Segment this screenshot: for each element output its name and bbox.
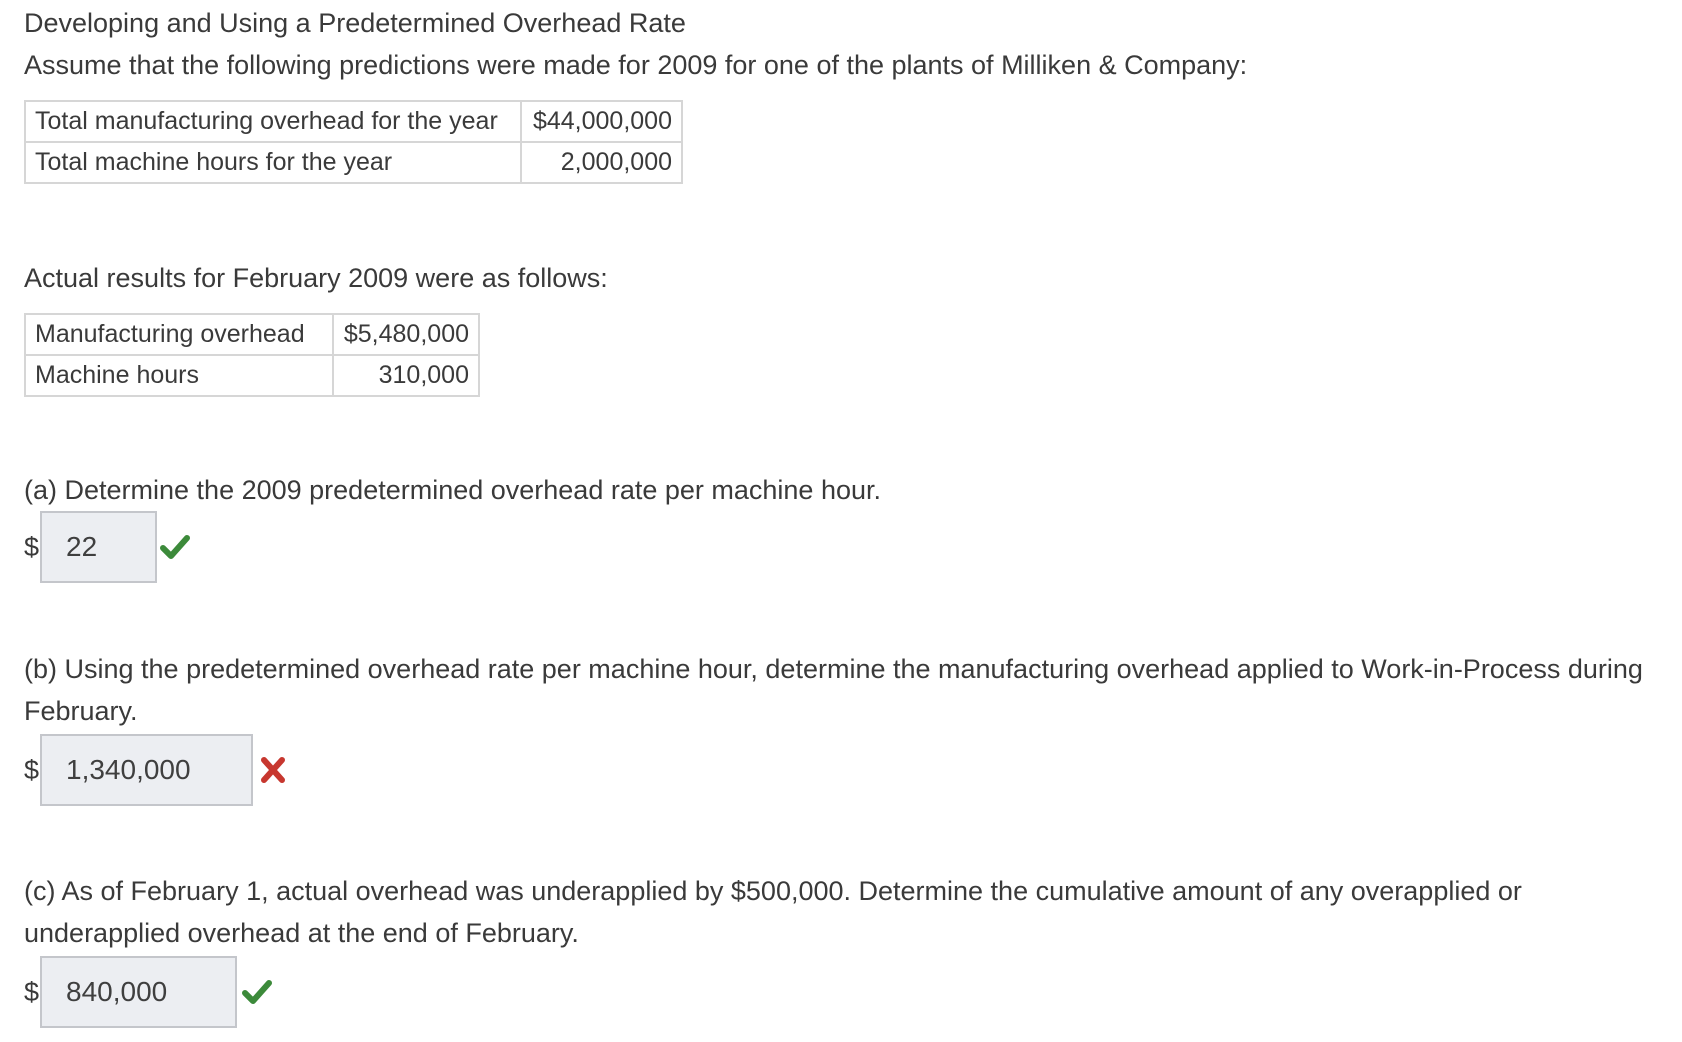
currency-symbol: $ xyxy=(24,755,40,785)
actual-results-table xyxy=(24,313,480,397)
table-cell-label: Total manufacturing overhead for the year xyxy=(25,101,521,142)
currency-symbol: $ xyxy=(24,977,40,1007)
problem-title: Developing and Using a Predetermined Overhead Rate xyxy=(24,8,686,38)
check-icon xyxy=(160,533,190,561)
table-cell-label: Manufacturing overhead xyxy=(25,314,333,355)
question-b-prompt: (b) Using the predetermined overhead rate per machine hour, determine the manufacturing overhead applied to Work-in-Process during February. xyxy=(24,654,1643,726)
currency-symbol: $ xyxy=(24,532,40,562)
question-a-answer-input[interactable]: 22 xyxy=(40,511,157,583)
question-c-prompt: (c) As of February 1, actual overhead was underapplied by $500,000. Determine the cumulative amount of any overapplied or underapplied overhead at the end of February. xyxy=(24,876,1522,948)
table-cell-value: $44,000,000 xyxy=(521,101,682,142)
table-cell-value: 2,000,000 xyxy=(521,142,682,183)
cross-icon xyxy=(258,756,288,784)
question-b-answer-input[interactable]: 1,340,000 xyxy=(40,734,253,806)
table-row xyxy=(25,142,682,183)
table-row xyxy=(25,355,479,396)
table-cell-value: 310,000 xyxy=(333,355,479,396)
table-cell-label: Total machine hours for the year xyxy=(25,142,521,183)
table-row xyxy=(25,314,479,355)
table-row xyxy=(25,101,682,142)
table-cell-value: $5,480,000 xyxy=(333,314,479,355)
actual-results-intro: Actual results for February 2009 were as follows: xyxy=(24,263,608,293)
problem-intro: Assume that the following predictions were made for 2009 for one of the plants of Milliken & Company: xyxy=(24,50,1248,80)
question-a-prompt: (a) Determine the 2009 predetermined overhead rate per machine hour. xyxy=(24,475,881,505)
table-cell-label: Machine hours xyxy=(25,355,333,396)
check-icon xyxy=(242,978,272,1006)
question-c-answer-input[interactable]: 840,000 xyxy=(40,956,237,1028)
predictions-table xyxy=(24,100,683,184)
